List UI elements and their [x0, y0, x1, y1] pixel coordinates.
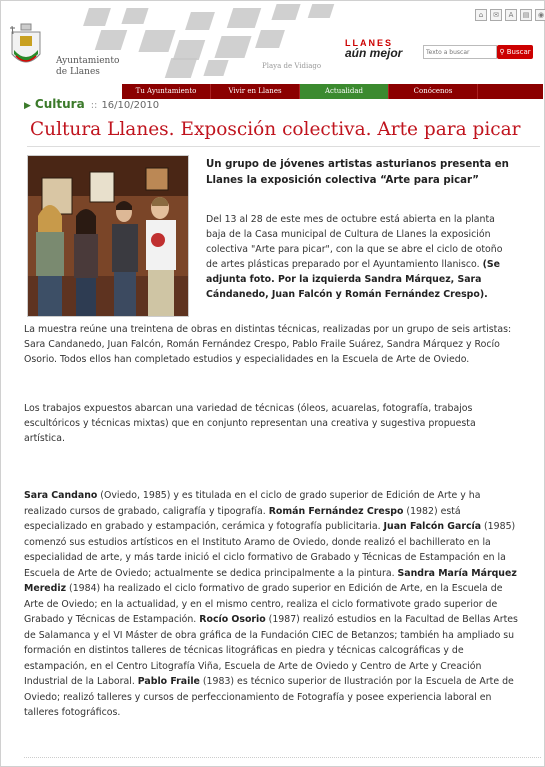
- photo-credit-bold: (Se adjunta foto. Por la izquierda Sandra Márquez, Sara Cándanedo, Juan Falcón y Román Fernández Crespo).: [206, 259, 500, 300]
- bio-name: Pablo Fraile: [137, 676, 200, 687]
- brand-line-1: Ayuntamiento: [56, 56, 120, 66]
- main-nav: [122, 84, 543, 99]
- article-title: Cultura Llanes. Exposción colectiva. Arte para picar: [30, 119, 521, 140]
- coat-of-arms-logo[interactable]: [8, 20, 44, 72]
- paragraph-biographies: [24, 488, 519, 721]
- nav-item-tu-ayuntamiento[interactable]: Tu Ayuntamiento: [122, 84, 211, 99]
- nav-item-conocenos[interactable]: Conócenos: [389, 84, 478, 99]
- article-date: 16/10/2010: [101, 100, 160, 111]
- llanes-logo-top: LLANES: [345, 38, 393, 48]
- paragraph-artists: La muestra reúne una treintena de obras en distintas técnicas, realizadas por un grupo de seis artistas: Sara Candanedo, Juan Falcón, Román Fernández Crespo, Pablo Fraile Suárez, Sandra Márquez y Rocío Osorio. Todos ellos han completado estudios y especialidades en la Escuela de Arte de Oviedo.: [24, 324, 512, 365]
- text-size-icon[interactable]: A: [505, 9, 517, 21]
- article-meta: [24, 97, 159, 111]
- bio-name: Rocío Osorio: [199, 614, 266, 625]
- bio-name: Sandra María Márquez Merediz: [24, 567, 517, 594]
- bio-text: (1984) ha realizado el ciclo formativo de grado superior en Edición de Arte, en la Escuela de Arte de Oviedo; en la actualidad, y en el mismo centro, realiza el ciclo formativote grado superior de Grabado y Técnicas de Estampación.: [24, 583, 503, 625]
- bio-text: (Oviedo, 1985) y es titulada en el ciclo de grado superior de Edición de Arte y ha realizado cursos de grabado, caligrafía y tipografía.: [24, 490, 481, 517]
- search-input[interactable]: [423, 45, 497, 59]
- bio-text: (1987) realizó estudios en la Facultad de Bellas Artes de Salamanca y el VI Máster de obra gráfica de la Fundación CIEC de Betanzos; también ha ampliado su formación en distintos talleres de técnicas litográficas en piedra y técnicas calcográficas y de estampación, en el Centro Litografía Viña, Escuela de Arte de Oviedo y Centro de Arte y Creación Industrial de la Laboral.: [24, 614, 518, 687]
- rss-icon[interactable]: ◉: [535, 9, 545, 21]
- exhibition-photo-image: [28, 156, 188, 316]
- photo-caption: Playa de Vidiago: [262, 62, 322, 70]
- bio-name: Sara Candano: [24, 490, 98, 501]
- bio-text: (1982) está especializado en grabado y estampación, cerámica y fotografía publicitaria.: [24, 505, 461, 532]
- search-icon: ⚲: [499, 48, 505, 56]
- nav-item-vivir-en-llanes[interactable]: Vivir en Llanes: [211, 84, 300, 99]
- llanes-aun-mejor-logo[interactable]: [345, 38, 402, 60]
- utility-icons: [475, 9, 545, 21]
- search-button[interactable]: [497, 45, 533, 59]
- triangle-bullet-icon: ▶: [24, 101, 31, 111]
- section-label[interactable]: Cultura: [34, 97, 85, 111]
- nav-item-actualidad[interactable]: Actualidad: [300, 84, 389, 99]
- title-divider: [27, 146, 540, 147]
- bio-text: (1983) es técnico superior de Ilustración por la Escuela de Arte de Oviedo; realizó talleres y cursos de perfeccionamiento de Fotografía y posee experiencia laboral en talleres fotográficos.: [24, 676, 514, 718]
- bio-name: Juan Falcón García: [383, 521, 482, 532]
- paragraph-intro: [206, 212, 511, 302]
- meta-separator: ::: [90, 100, 98, 111]
- bio-text: (1985) comenzó sus estudios artísticos en el Instituto Aramo de Oviedo, donde realizó el bachillerato en la especialidad de arte, y más tarde inició el ciclo formativo de Grabado y Técnicas de Estampación en la Escuela de Arte de Oviedo; actualmente se dedica principalmente a la pintura.: [24, 521, 516, 579]
- envelope-icon[interactable]: ✉: [490, 9, 502, 21]
- home-icon[interactable]: ⌂: [475, 9, 487, 21]
- llanes-logo-bottom: aún mejor: [345, 46, 403, 60]
- site-header: [0, 0, 545, 84]
- search-button-label: Buscar: [506, 48, 531, 56]
- paragraph-techniques: Los trabajos expuestos abarcan una variedad de técnicas (óleos, acuarelas, fotografía, trabajos escultóricos y técnicas mixtas) que en conjunto representan una creativa y sugestiva propuesta artística.: [24, 403, 476, 444]
- article-photo[interactable]: [27, 155, 189, 317]
- paragraph-intro-text: Del 13 al 28 de este mes de octubre está abierta en la planta baja de la Casa municipal de Cultura de Llanes la exposición colectiva "Arte para picar", con la que se abre el ciclo de otoño de artes plásticas preparado por el Ayuntamiento llanisco.: [206, 214, 503, 270]
- article-lead: Un grupo de jóvenes artistas asturianos presenta en Llanes la exposición colectiva “Arte para picar”: [206, 159, 509, 186]
- print-icon[interactable]: ▤: [520, 9, 532, 21]
- bio-name: Román Fernández Crespo: [268, 505, 404, 517]
- footer-divider: [24, 757, 541, 759]
- brand-line-2: de Llanes: [56, 67, 100, 77]
